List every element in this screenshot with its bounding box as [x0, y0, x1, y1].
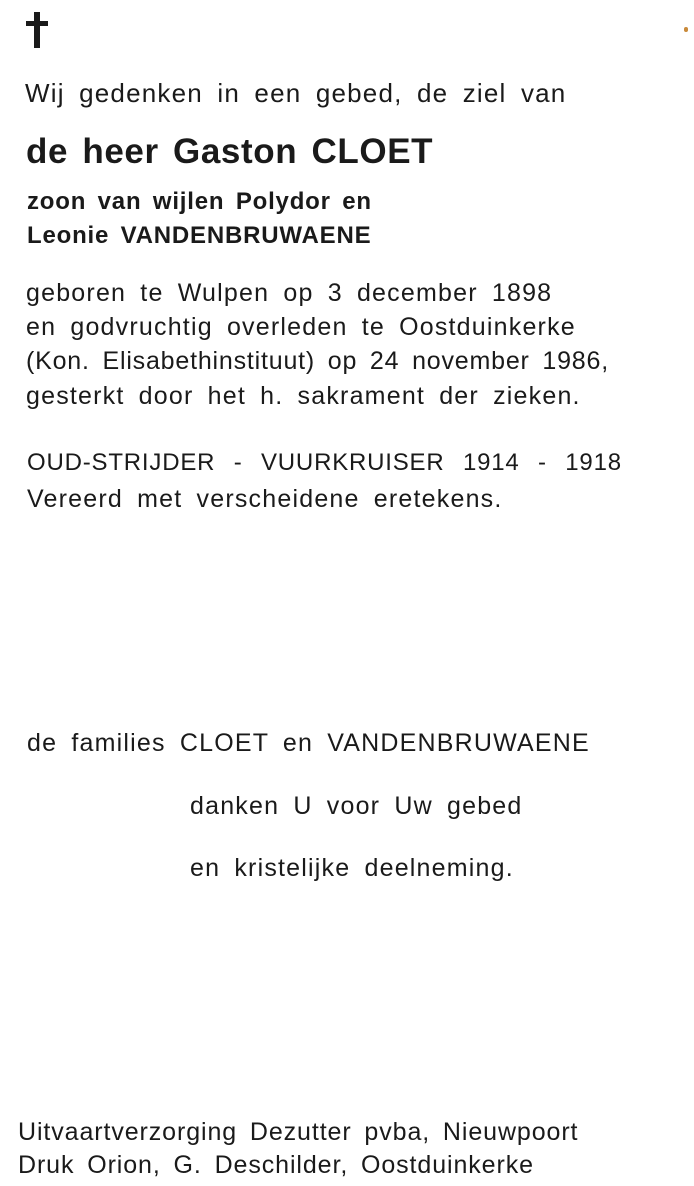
bio-line: (Kon. Elisabethinstituut) op 24 november 1986, [26, 347, 609, 375]
bio-line: en godvruchtig overleden te Oostduinkerke [26, 313, 576, 341]
parents-line-1: zoon van wijlen Polydor en [27, 188, 372, 215]
intro-text: Wij gedenken in een gebed, de ziel van [25, 78, 567, 108]
thanks-line: de families CLOET en VANDENBRUWAENE [27, 729, 590, 757]
footer-line: Uitvaartverzorging Dezutter pvba, Nieuwpoort [18, 1118, 579, 1146]
bio-line: gesterkt door het h. sakrament der zieken. [26, 382, 581, 410]
veteran-line: Vereerd met verscheidene eretekens. [27, 485, 503, 513]
parents-line-2: Leonie VANDENBRUWAENE [27, 222, 372, 249]
thanks-line: en kristelijke deelneming. [190, 854, 514, 882]
bio-line: geboren te Wulpen op 3 december 1898 [26, 279, 553, 307]
print-speck [684, 27, 688, 32]
veteran-line: OUD-STRIJDER - VUURKRUISER 1914 - 1918 [27, 449, 622, 476]
thanks-line: danken U voor Uw gebed [190, 792, 523, 820]
footer-line: Druk Orion, G. Deschilder, Oostduinkerke [18, 1151, 534, 1179]
cross-icon [22, 12, 52, 48]
deceased-name: de heer Gaston CLOET [26, 132, 434, 171]
